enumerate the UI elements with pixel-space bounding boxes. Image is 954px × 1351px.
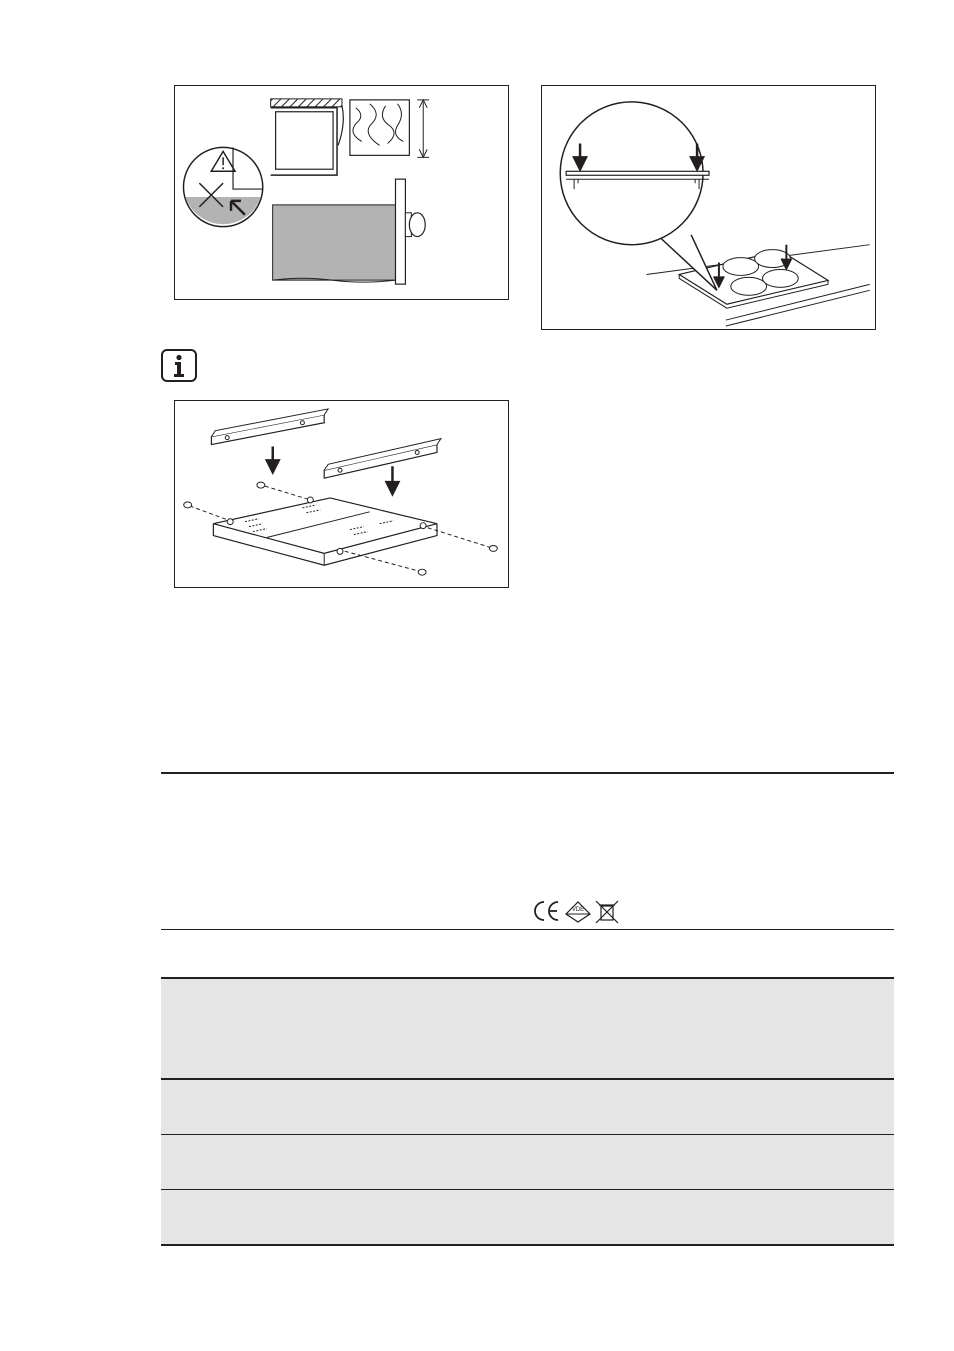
specs-table [161,978,894,1245]
table-rule-3 [161,1134,894,1135]
section-top-rule [161,772,894,774]
brackets-screws-icon [175,401,508,587]
warning-triangle-icon [183,147,262,226]
table-rule-bottom [161,1244,894,1246]
svg-text:VDE: VDE [571,907,585,913]
figure-countertop-warning [174,85,509,300]
vde-mark-icon [566,902,590,922]
hob-insertion-illustration [542,86,875,329]
info-icon [161,349,197,382]
figure-mounting-brackets [174,400,509,588]
table-rule-4 [161,1189,894,1190]
table-rule-2 [161,1078,894,1080]
figure-hob-insertion [541,85,876,330]
crossed-out-bin-icon [596,901,618,923]
ce-mark-icon [535,902,558,920]
table-thin-rule [161,929,894,930]
certification-marks [530,898,625,924]
countertop-illustration [175,86,508,299]
table-rule-1 [161,977,894,979]
